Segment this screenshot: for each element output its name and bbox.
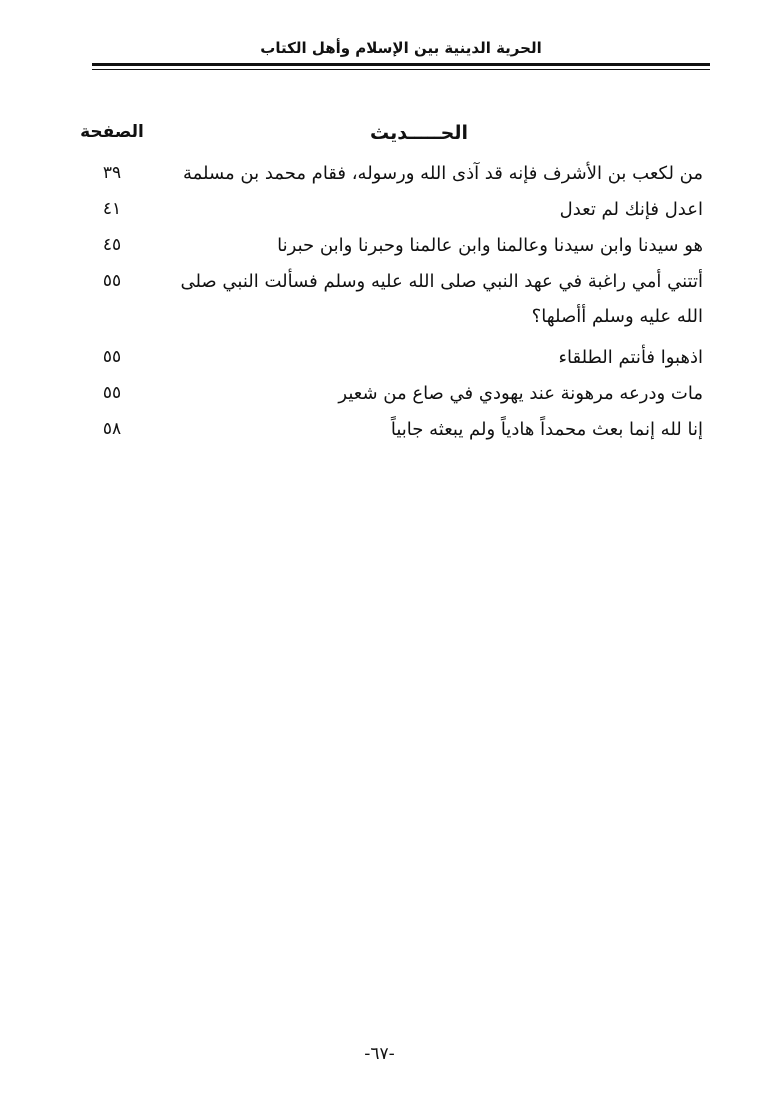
page-ref: ٥٥ bbox=[102, 271, 122, 291]
hadith-text: أتتني أمي راغبة في عهد النبي صلى الله عليه وسلم فسألت النبي صلى الله عليه وسلم أأصلها؟ bbox=[180, 271, 703, 327]
hadith-text: هو سيدنا وابن سيدنا وعالمنا وابن عالمنا وحبرنا وابن حبرنا bbox=[277, 235, 703, 256]
running-head: الحرية الدينية بين الإسلام وأهل الكتاب bbox=[260, 39, 542, 57]
page-ref: ٤١ bbox=[102, 199, 122, 219]
page-ref: ٥٨ bbox=[102, 419, 122, 439]
page-number: -٦٧- bbox=[364, 1044, 395, 1064]
header-rule-thick bbox=[92, 63, 710, 66]
hadith-text: اذهبوا فأنتم الطلقاء bbox=[558, 347, 703, 368]
page-ref: ٥٥ bbox=[102, 383, 122, 403]
page-ref: ٤٥ bbox=[102, 235, 122, 255]
hadith-text: إنا لله إنما بعث محمداً هادياً ولم يبعثه جابياً bbox=[390, 419, 703, 440]
hadith-text: من لكعب بن الأشرف فإنه قد آذى الله ورسوله، فقام محمد بن مسلمة bbox=[182, 163, 703, 184]
hadith-text: اعدل فإنك لم تعدل bbox=[559, 199, 703, 220]
hadith-column-header: الحـــــديث bbox=[369, 122, 469, 144]
page-ref: ٣٩ bbox=[102, 163, 122, 183]
hadith-text: مات ودرعه مرهونة عند يهودي في صاع من شعير bbox=[338, 383, 703, 404]
page-column-header: الصفحة bbox=[80, 122, 144, 142]
header-rule-thin bbox=[92, 69, 710, 70]
table-header bbox=[0, 122, 759, 152]
page-ref: ٥٥ bbox=[102, 347, 122, 367]
